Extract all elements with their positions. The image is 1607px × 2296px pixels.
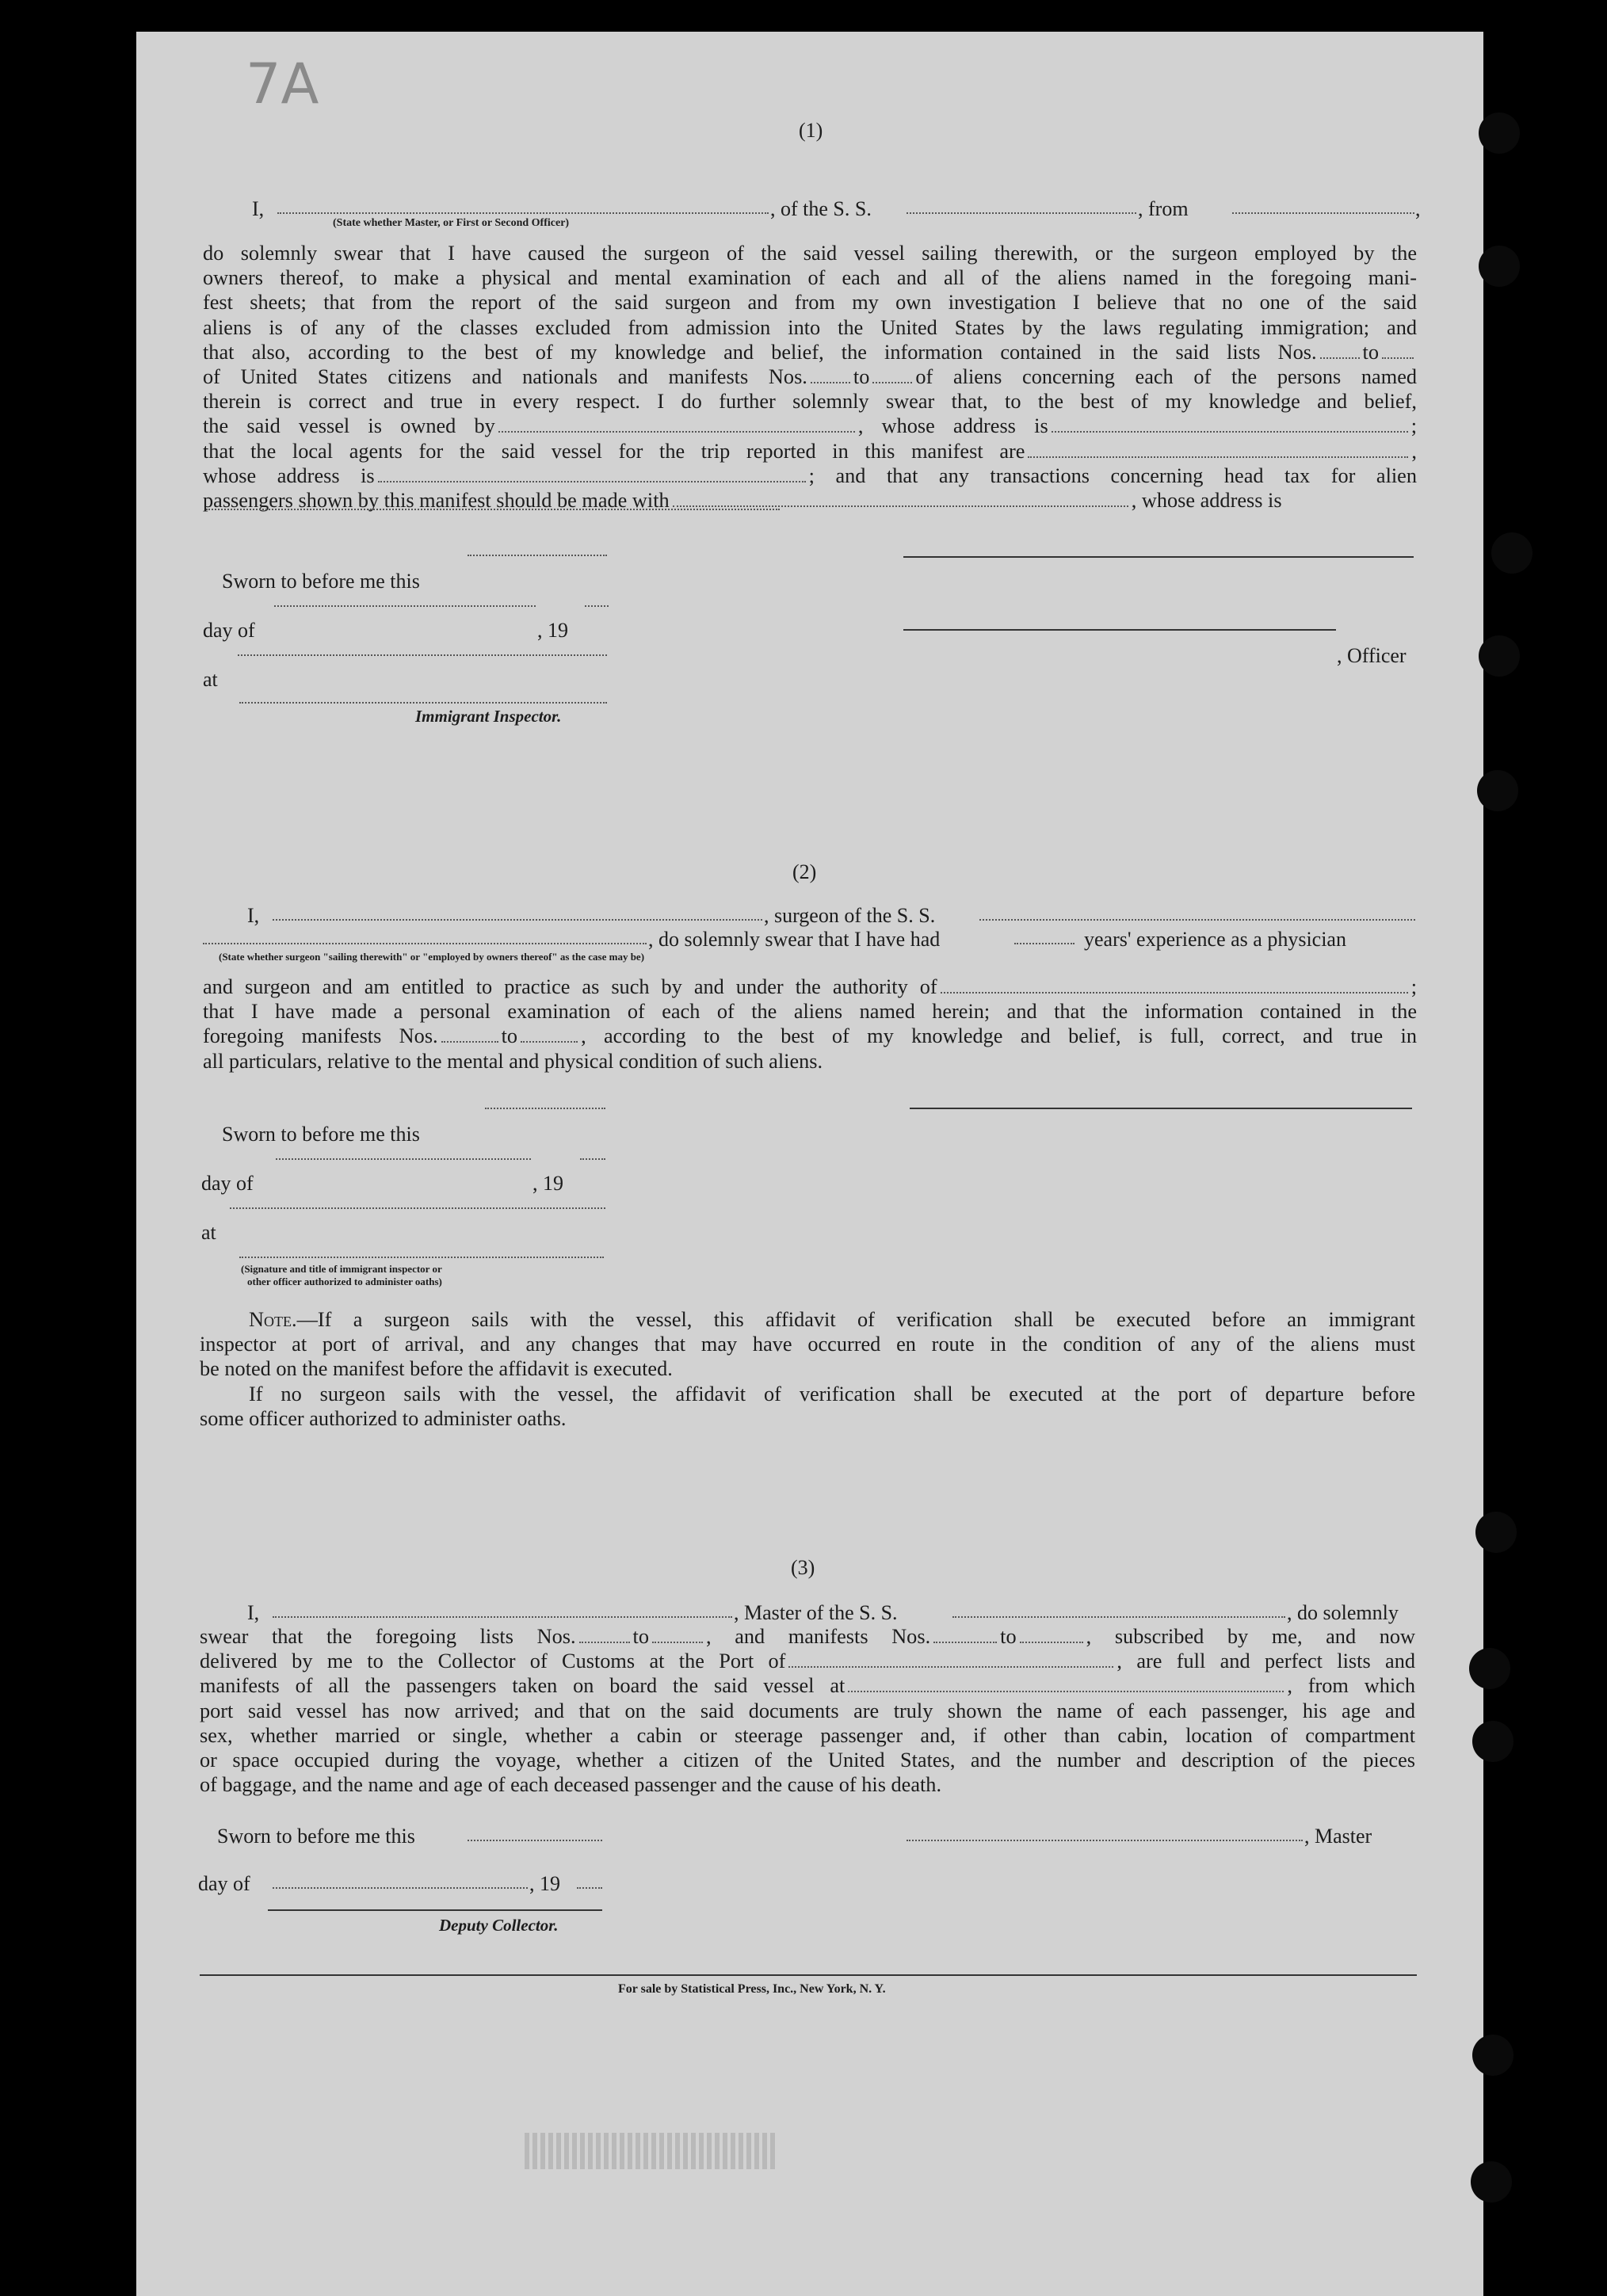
s2-inspector-signature-line[interactable]	[239, 1257, 604, 1258]
pencil-corner-mark: 7A	[246, 51, 319, 116]
section-3-number: (3)	[791, 1556, 815, 1579]
s2-sworn-label: Sworn to before me this	[222, 1123, 420, 1146]
section-2-number: (2)	[792, 860, 817, 883]
s1-year-field[interactable]	[585, 605, 609, 607]
s1-manifests-from-field[interactable]	[811, 366, 850, 383]
s3-year-label: , 19	[529, 1872, 560, 1895]
punch-hole	[1479, 246, 1520, 287]
s3-year-field[interactable]	[577, 1887, 602, 1889]
s2-oath-body	[203, 974, 1417, 1074]
s1-body-line: fest sheets; that from the report of the said surgeon and from my own investigation I believe that no one of the said	[203, 291, 1417, 315]
s3-solemnly-label: , do solemnly	[1287, 1601, 1399, 1624]
s3-i-label: I,	[247, 1601, 260, 1624]
s1-owner-field[interactable]	[498, 416, 855, 433]
punch-hole	[1469, 1648, 1510, 1689]
s2-surgeon-of-label: , surgeon of the S. S.	[764, 904, 936, 927]
s1-inspector-label: Immigrant Inspector.	[415, 707, 562, 726]
s1-headtax-address-field[interactable]	[206, 509, 780, 510]
s2-year-field[interactable]	[580, 1158, 605, 1160]
note-label: Note.	[249, 1308, 297, 1331]
s3-manifests-from-field[interactable]	[933, 1626, 997, 1643]
s3-body-line: of baggage, and the name and age of each deceased passenger and the cause of his death.	[200, 1773, 942, 1797]
s2-manifests-line: foregoing manifests Nos. to , according to the best of my knowledge and belief, is full, correct, and true in	[203, 1024, 1417, 1048]
s3-vessel-field[interactable]	[952, 1616, 1285, 1618]
faint-stamp-mark	[525, 2133, 778, 2169]
s1-lists-to-field[interactable]	[1382, 341, 1414, 359]
s2-swear-label: , do solemnly swear that I have had	[648, 928, 941, 951]
s2-years-label: years' experience as a physician	[1084, 928, 1346, 951]
s2-surgeon-signature-line[interactable]	[910, 1108, 1412, 1109]
s3-body-line: or space occupied during the voyage, whether a citizen of the United States, and the number and description of the pieces	[200, 1749, 1415, 1772]
s3-lists-line: swear that the foregoing lists Nos. to , and manifests Nos. to , subscribed by me, and now	[200, 1625, 1416, 1648]
s2-surgeon-status-field[interactable]	[203, 943, 647, 944]
punch-hole	[1479, 113, 1520, 154]
s2-body-line: that I have made a personal examination of each of the aliens named herein; and that the information contained in the	[203, 1000, 1417, 1024]
s2-note2-line: some officer authorized to administer oaths.	[200, 1406, 567, 1430]
punch-hole	[1472, 1721, 1513, 1762]
s3-sworn-label: Sworn to before me this	[217, 1825, 415, 1848]
s1-owner-address-field[interactable]	[1052, 416, 1408, 433]
s3-master-signature-line[interactable]	[907, 1840, 1303, 1841]
punch-hole	[1477, 770, 1518, 811]
punch-hole	[1475, 1512, 1517, 1553]
printer-imprint: For sale by Statistical Press, Inc., New York, N. Y.	[618, 1982, 886, 1996]
s1-of-ss-label: , of the S. S.	[770, 197, 872, 220]
s3-lists-to-field[interactable]	[652, 1626, 703, 1643]
s1-sworn-day-field[interactable]	[468, 555, 607, 556]
s1-whose-line: whose address is ; and that any transactions concerning head tax for alien	[203, 463, 1417, 487]
s2-i-label: I,	[247, 904, 260, 927]
s2-signature-caption-2: other officer authorized to administer oaths)	[247, 1276, 442, 1287]
s3-master-label: , Master	[1304, 1825, 1372, 1848]
s2-note	[200, 1307, 1415, 1431]
s1-manifests-to-field[interactable]	[872, 366, 912, 383]
s1-body-line: therein is correct and true in every respect. I do further solemnly swear that, to the best of my knowledge and belief,	[203, 390, 1417, 414]
s2-at-field[interactable]	[230, 1207, 605, 1209]
s1-body-line: owners thereof, to make a physical and mental examination of each and all of the aliens named in the foregoing mani-	[203, 266, 1417, 290]
section-1-number: (1)	[799, 119, 823, 142]
s1-agents-line: that the local agents for the said vessel for the trip reported in this manifest are ,	[203, 439, 1417, 463]
s1-from-label: , from	[1138, 197, 1189, 220]
s2-authority-field[interactable]	[941, 976, 1408, 994]
s2-note-line: be noted on the manifest before the affidavit is executed.	[200, 1357, 673, 1381]
s3-boarded-at-field[interactable]	[848, 1676, 1284, 1693]
footer-rule	[200, 1974, 1417, 1976]
s1-at-field[interactable]	[238, 654, 607, 656]
s3-body-line: port said vessel has now arrived; and that on the said documents are truly shown the name of each passenger, his age and	[200, 1699, 1415, 1722]
s1-officer-name-line[interactable]	[903, 629, 1336, 631]
s1-body-line: aliens is of any of the classes excluded from admission into the United States by the laws regulating immigration; and	[203, 315, 1417, 339]
s1-from-field[interactable]	[1232, 212, 1414, 214]
s1-body-line: do solemnly swear that I have caused the surgeon of the said vessel sailing therewith, or the surgeon employed by the	[203, 242, 1417, 265]
s1-agents-address-field[interactable]	[378, 465, 806, 482]
s2-note2-line: If no surgeon sails with the vessel, the affidavit of verification shall be executed at the port of departure before	[249, 1382, 1415, 1405]
s2-year-label: , 19	[532, 1172, 563, 1195]
s1-owned-line: the said vessel is owned by , whose address is ;	[203, 414, 1417, 438]
s2-sworn-day-field[interactable]	[485, 1108, 605, 1109]
s1-officer-caption: (State whether Master, or First or Second Officer)	[333, 217, 570, 229]
s1-passengers-line: passengers shown by this manifest should be made with , whose address is	[203, 489, 1282, 513]
s1-year-label: , 19	[537, 619, 568, 642]
s1-sworn-label: Sworn to before me this	[222, 570, 420, 593]
s1-i-label: I,	[252, 197, 265, 220]
s1-month-field[interactable]	[274, 605, 536, 607]
s1-oath-body	[203, 241, 1417, 513]
s3-body-line: sex, whether married or single, whether a cabin or steerage passenger and, if other than cabin, location of compartment	[200, 1723, 1415, 1747]
s2-years-field[interactable]	[1014, 943, 1075, 944]
s2-note-line: inspector at port of arrival, and any changes that may have occurred en route in the condition of any of the aliens must	[200, 1333, 1415, 1356]
s1-manifests-line: of United States citizens and nationals and manifests Nos. to of aliens concerning each of the persons named	[203, 365, 1418, 389]
s2-manifests-from-field[interactable]	[441, 1026, 498, 1043]
s2-at-label: at	[201, 1221, 216, 1244]
s3-deputy-signature-line[interactable]	[268, 1909, 602, 1911]
s1-vessel-field[interactable]	[907, 212, 1136, 214]
s3-master-name-field[interactable]	[273, 1616, 732, 1618]
s1-lists-from-field[interactable]	[1320, 341, 1360, 359]
s3-lists-from-field[interactable]	[579, 1626, 630, 1643]
s1-lists-line: that also, according to the best of my knowledge and belief, the information contained in the said lists Nos. to	[203, 340, 1417, 364]
s1-headtax-field[interactable]	[673, 490, 1128, 507]
s2-status-caption: (State whether surgeon "sailing therewith" or "employed by owners thereof" as the case may be)	[219, 951, 645, 963]
s3-oath-body	[200, 1624, 1415, 1797]
s1-inspector-signature-line[interactable]	[239, 702, 607, 704]
punch-hole	[1472, 2035, 1513, 2076]
s2-month-field[interactable]	[276, 1158, 531, 1160]
s2-body-line: all particulars, relative to the mental and physical condition of such aliens.	[203, 1049, 823, 1073]
s3-sworn-day-field[interactable]	[468, 1840, 602, 1841]
s3-boarded-line: manifests of all the passengers taken on board the said vessel at , from which	[200, 1674, 1416, 1698]
s3-manifests-to-field[interactable]	[1020, 1626, 1083, 1643]
s1-agents-field[interactable]	[1028, 441, 1408, 458]
s2-manifests-to-field[interactable]	[521, 1026, 578, 1043]
s3-port-field[interactable]	[788, 1650, 1113, 1668]
s3-day-of-label: day of	[198, 1872, 250, 1895]
s2-vessel-field[interactable]	[979, 919, 1415, 921]
s2-note-line: Note.—If a surgeon sails with the vessel, this affidavit of verification shall be executed before an immigrant	[249, 1308, 1415, 1331]
s3-deputy-label: Deputy Collector.	[439, 1916, 559, 1935]
s1-line1-comma: ,	[1415, 197, 1421, 220]
s1-officer-label: , Officer	[1337, 644, 1407, 667]
punch-hole	[1479, 635, 1520, 677]
s1-at-label: at	[203, 668, 218, 691]
s3-delivered-line: delivered by me to the Collector of Customs at the Port of , are full and perfect lists and	[200, 1650, 1416, 1673]
punch-hole	[1491, 532, 1533, 574]
s2-authority-line: and surgeon and am entitled to practice as such by and under the authority of ;	[203, 975, 1417, 998]
manifest-back-page	[136, 32, 1483, 2296]
s1-officer-signature-line[interactable]	[903, 556, 1414, 558]
s3-month-field[interactable]	[273, 1887, 528, 1889]
s2-day-of-label: day of	[201, 1172, 254, 1195]
s2-surgeon-name-field[interactable]	[273, 919, 762, 921]
s1-day-of-label: day of	[203, 619, 255, 642]
s1-officer-field[interactable]	[277, 212, 769, 214]
punch-hole	[1471, 2161, 1512, 2203]
s3-master-of-label: , Master of the S. S.	[734, 1601, 898, 1624]
s2-signature-caption-1: (Signature and title of immigrant inspector or	[241, 1263, 442, 1275]
